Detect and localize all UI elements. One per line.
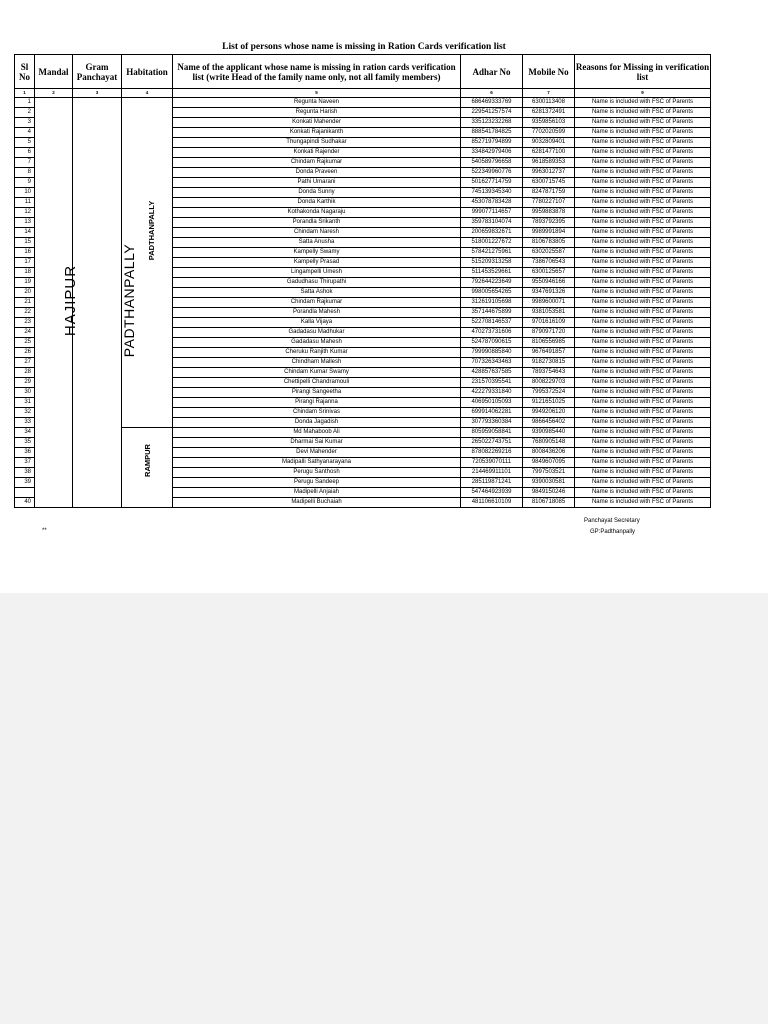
reason-cell: Name is included with FSC of Parents bbox=[575, 288, 711, 298]
adhar-no-cell: 686469333769 bbox=[461, 98, 523, 108]
mobile-no-cell: 8106718085 bbox=[523, 498, 575, 508]
applicant-name-cell: Madipelli Anjaiah bbox=[173, 488, 461, 498]
applicant-name-cell: Dharmai Sai Kumar bbox=[173, 438, 461, 448]
applicant-name-cell: Pirangi Rajanna bbox=[173, 398, 461, 408]
mobile-no-cell: 9121651025 bbox=[523, 398, 575, 408]
adhar-no-cell: 406950105093 bbox=[461, 398, 523, 408]
column-number: 9 bbox=[575, 89, 711, 98]
applicant-name-cell: Donda Sunny bbox=[173, 188, 461, 198]
mobile-no-cell: 9550946166 bbox=[523, 278, 575, 288]
sl-no-cell: 29 bbox=[15, 378, 35, 388]
mobile-no-cell: 9182730815 bbox=[523, 358, 575, 368]
sl-no-cell: 27 bbox=[15, 358, 35, 368]
reason-cell: Name is included with FSC of Parents bbox=[575, 438, 711, 448]
sl-no-cell: 12 bbox=[15, 208, 35, 218]
mobile-no-cell: 9866456402 bbox=[523, 418, 575, 428]
mobile-no-cell: 8008229703 bbox=[523, 378, 575, 388]
sl-no-cell: 30 bbox=[15, 388, 35, 398]
mobile-no-cell: 9347691326 bbox=[523, 288, 575, 298]
applicant-name-cell: Donda Jagadish bbox=[173, 418, 461, 428]
reason-cell: Name is included with FSC of Parents bbox=[575, 428, 711, 438]
table-row bbox=[15, 98, 711, 108]
adhar-no-cell: 307793360384 bbox=[461, 418, 523, 428]
header-reason: Reasons for Missing in verification list bbox=[575, 55, 711, 89]
reason-cell: Name is included with FSC of Parents bbox=[575, 328, 711, 338]
sl-no-cell: 31 bbox=[15, 398, 35, 408]
sl-no-cell: 22 bbox=[15, 308, 35, 318]
header-habitation: Habitation bbox=[122, 55, 173, 89]
adhar-no-cell: 428857637585 bbox=[461, 368, 523, 378]
header-applicant-name: Name of the applicant whose name is missing in ration cards verification list (write Head of the family name only, not all family members) bbox=[173, 55, 461, 89]
applicant-name-cell: Konkati Rajanikanth bbox=[173, 128, 461, 138]
sl-no-cell: 38 bbox=[15, 468, 35, 478]
sl-no-cell: 16 bbox=[15, 248, 35, 258]
applicant-name-cell: Madipalli Sathyanarayana bbox=[173, 458, 461, 468]
sl-no-cell: 2 bbox=[15, 108, 35, 118]
page-background bbox=[0, 593, 768, 1024]
applicant-name-cell: Regunta Naveen bbox=[173, 98, 461, 108]
adhar-no-cell: 470273731606 bbox=[461, 328, 523, 338]
mobile-no-cell: 8106556985 bbox=[523, 338, 575, 348]
sl-no-cell: 8 bbox=[15, 168, 35, 178]
applicant-name-cell: Pirangi Sangeetha bbox=[173, 388, 461, 398]
mandal-name: HAJIPUR bbox=[62, 264, 80, 337]
header-row bbox=[15, 55, 711, 89]
adhar-no-cell: 805959058841 bbox=[461, 428, 523, 438]
adhar-no-cell: 200659832671 bbox=[461, 228, 523, 238]
mobile-no-cell: 6300715745 bbox=[523, 178, 575, 188]
applicant-name-cell: Thungapindi Sudhakar bbox=[173, 138, 461, 148]
sl-no-cell: 4 bbox=[15, 128, 35, 138]
sl-no-cell: 28 bbox=[15, 368, 35, 378]
adhar-no-cell: 481106610109 bbox=[461, 498, 523, 508]
reason-cell: Name is included with FSC of Parents bbox=[575, 218, 711, 228]
sl-no-cell: 7 bbox=[15, 158, 35, 168]
reason-cell: Name is included with FSC of Parents bbox=[575, 338, 711, 348]
mobile-no-cell: 6281477100 bbox=[523, 148, 575, 158]
mobile-no-cell: 6300113408 bbox=[523, 98, 575, 108]
adhar-no-cell: 878082269216 bbox=[461, 448, 523, 458]
adhar-no-cell: 547464923939 bbox=[461, 488, 523, 498]
adhar-no-cell: 501627714759 bbox=[461, 178, 523, 188]
mobile-no-cell: 9381053581 bbox=[523, 308, 575, 318]
applicant-name-cell: Konkati Rajender bbox=[173, 148, 461, 158]
reason-cell: Name is included with FSC of Parents bbox=[575, 448, 711, 458]
document-title: List of persons whose name is missing in Ration Cards verification list bbox=[222, 42, 506, 52]
reason-cell: Name is included with FSC of Parents bbox=[575, 408, 711, 418]
reason-cell: Name is included with FSC of Parents bbox=[575, 378, 711, 388]
applicant-name-cell: Perugu Sandeep bbox=[173, 478, 461, 488]
mobile-no-cell: 7386706543 bbox=[523, 258, 575, 268]
reason-cell: Name is included with FSC of Parents bbox=[575, 198, 711, 208]
applicant-name-cell: Kampelly Swamy bbox=[173, 248, 461, 258]
adhar-no-cell: 522349960776 bbox=[461, 168, 523, 178]
reason-cell: Name is included with FSC of Parents bbox=[575, 278, 711, 288]
reason-cell: Name is included with FSC of Parents bbox=[575, 358, 711, 368]
adhar-no-cell: 852719794899 bbox=[461, 138, 523, 148]
mobile-no-cell: 7893792395 bbox=[523, 218, 575, 228]
sl-no-cell: 6 bbox=[15, 148, 35, 158]
reason-cell: Name is included with FSC of Parents bbox=[575, 488, 711, 498]
reason-cell: Name is included with FSC of Parents bbox=[575, 188, 711, 198]
reason-cell: Name is included with FSC of Parents bbox=[575, 468, 711, 478]
mobile-no-cell: 7893754643 bbox=[523, 368, 575, 378]
sl-no-cell: 17 bbox=[15, 258, 35, 268]
reason-cell: Name is included with FSC of Parents bbox=[575, 268, 711, 278]
adhar-no-cell: 707326343463 bbox=[461, 358, 523, 368]
sl-no-cell: 20 bbox=[15, 288, 35, 298]
habitation-cell bbox=[122, 428, 173, 508]
sl-no-cell: 40 bbox=[15, 498, 35, 508]
mobile-no-cell: 7995372524 bbox=[523, 388, 575, 398]
mobile-no-cell: 6300125657 bbox=[523, 268, 575, 278]
adhar-no-cell: 422279331840 bbox=[461, 388, 523, 398]
applicant-name-cell: Pathi Umarani bbox=[173, 178, 461, 188]
reason-cell: Name is included with FSC of Parents bbox=[575, 238, 711, 248]
applicant-name-cell: Chettipelli Chandramouli bbox=[173, 378, 461, 388]
sl-no-cell: 26 bbox=[15, 348, 35, 358]
mobile-no-cell: 9959883878 bbox=[523, 208, 575, 218]
applicant-name-cell: Donda Karthik bbox=[173, 198, 461, 208]
sl-no-cell: 14 bbox=[15, 228, 35, 238]
applicant-name-cell: Chindam Rajkumar bbox=[173, 158, 461, 168]
applicant-name-cell: Chindam Kumar Swamy bbox=[173, 368, 461, 378]
column-number-row bbox=[15, 89, 711, 98]
reason-cell: Name is included with FSC of Parents bbox=[575, 348, 711, 358]
reason-cell: Name is included with FSC of Parents bbox=[575, 208, 711, 218]
applicant-name-cell: Satta Anusha bbox=[173, 238, 461, 248]
adhar-no-cell: 229541257574 bbox=[461, 108, 523, 118]
mobile-no-cell: 9359856103 bbox=[523, 118, 575, 128]
reason-cell: Name is included with FSC of Parents bbox=[575, 298, 711, 308]
gram-panchayat-cell bbox=[73, 98, 138, 508]
reason-cell: Name is included with FSC of Parents bbox=[575, 108, 711, 118]
adhar-no-cell: 792644223649 bbox=[461, 278, 523, 288]
header-sl-no: Sl No bbox=[15, 55, 35, 89]
adhar-no-cell: 231570395541 bbox=[461, 378, 523, 388]
applicant-name-cell: Devi Mahender bbox=[173, 448, 461, 458]
sl-no-cell: 1 bbox=[15, 98, 35, 108]
sl-no-cell: 10 bbox=[15, 188, 35, 198]
column-number: 2 bbox=[35, 89, 73, 98]
mobile-no-cell: 9032809401 bbox=[523, 138, 575, 148]
reason-cell: Name is included with FSC of Parents bbox=[575, 228, 711, 238]
sl-no-cell: 36 bbox=[15, 448, 35, 458]
mobile-no-cell: 9989600071 bbox=[523, 298, 575, 308]
adhar-no-cell: 720539070111 bbox=[461, 458, 523, 468]
adhar-no-cell: 515209313258 bbox=[461, 258, 523, 268]
adhar-no-cell: 518001227672 bbox=[461, 238, 523, 248]
mobile-no-cell: 9849150246 bbox=[523, 488, 575, 498]
sl-no-cell: 11 bbox=[15, 198, 35, 208]
applicant-name-cell: Chindam Rajkumar bbox=[173, 298, 461, 308]
adhar-no-cell: 699914062281 bbox=[461, 408, 523, 418]
sl-no-cell: 34 bbox=[15, 428, 35, 438]
sl-no-cell: 37 bbox=[15, 458, 35, 468]
header-mandal: Mandal bbox=[35, 55, 73, 89]
footnote-marker: ** bbox=[42, 528, 47, 534]
adhar-no-cell: 998005654265 bbox=[461, 288, 523, 298]
applicant-name-cell: Gadudhasu Thirupathi bbox=[173, 278, 461, 288]
reason-cell: Name is included with FSC of Parents bbox=[575, 308, 711, 318]
reason-cell: Name is included with FSC of Parents bbox=[575, 138, 711, 148]
sl-no-cell: 21 bbox=[15, 298, 35, 308]
mobile-no-cell: 9676491857 bbox=[523, 348, 575, 358]
column-number: 6 bbox=[461, 89, 523, 98]
applicant-name-cell: Kothakonda Nagaraju bbox=[173, 208, 461, 218]
sl-no-cell: 9 bbox=[15, 178, 35, 188]
applicant-name-cell: Md Mahaboob Ali bbox=[173, 428, 461, 438]
reason-cell: Name is included with FSC of Parents bbox=[575, 168, 711, 178]
mobile-no-cell: 7997503521 bbox=[523, 468, 575, 478]
column-number: 5 bbox=[173, 89, 461, 98]
adhar-no-cell: 999077114657 bbox=[461, 208, 523, 218]
header-mobile-no: Mobile No bbox=[523, 55, 575, 89]
sl-no-cell: 23 bbox=[15, 318, 35, 328]
applicant-name-cell: Porandla Srikanth bbox=[173, 218, 461, 228]
applicant-name-cell: Gadadasu Madhukar bbox=[173, 328, 461, 338]
table-body bbox=[15, 98, 711, 508]
adhar-no-cell: 524787090615 bbox=[461, 338, 523, 348]
reason-cell: Name is included with FSC of Parents bbox=[575, 498, 711, 508]
reason-cell: Name is included with FSC of Parents bbox=[575, 118, 711, 128]
adhar-no-cell: 540589796658 bbox=[461, 158, 523, 168]
adhar-no-cell: 453078783428 bbox=[461, 198, 523, 208]
sl-no-cell: 13 bbox=[15, 218, 35, 228]
adhar-no-cell: 214469911101 bbox=[461, 468, 523, 478]
sl-no-cell: 39 bbox=[15, 478, 35, 488]
sl-no-cell: 35 bbox=[15, 438, 35, 448]
mobile-no-cell: 8106783805 bbox=[523, 238, 575, 248]
mobile-no-cell: 6302025587 bbox=[523, 248, 575, 258]
applicant-name-cell: Regunta Harish bbox=[173, 108, 461, 118]
mobile-no-cell: 6281372491 bbox=[523, 108, 575, 118]
sl-no-cell: 25 bbox=[15, 338, 35, 348]
applicant-name-cell: Chindham Mallesh bbox=[173, 358, 461, 368]
reason-cell: Name is included with FSC of Parents bbox=[575, 248, 711, 258]
mobile-no-cell: 8247871759 bbox=[523, 188, 575, 198]
missing-persons-table bbox=[14, 54, 711, 508]
sl-no-cell: 19 bbox=[15, 278, 35, 288]
mobile-no-cell: 7680905148 bbox=[523, 438, 575, 448]
mobile-no-cell: 9390030581 bbox=[523, 478, 575, 488]
sl-no-cell: 24 bbox=[15, 328, 35, 338]
adhar-no-cell: 888541784825 bbox=[461, 128, 523, 138]
header-adhar-no: Adhar No bbox=[461, 55, 523, 89]
reason-cell: Name is included with FSC of Parents bbox=[575, 478, 711, 488]
signature-gp: GP:Padthanpally bbox=[590, 529, 636, 535]
mobile-no-cell: 7702020599 bbox=[523, 128, 575, 138]
applicant-name-cell: Perugu Santhosh bbox=[173, 468, 461, 478]
reason-cell: Name is included with FSC of Parents bbox=[575, 388, 711, 398]
applicant-name-cell: Konkati Mahender bbox=[173, 118, 461, 128]
sl-no-cell bbox=[15, 488, 35, 498]
applicant-name-cell: Lingampelli Umesh bbox=[173, 268, 461, 278]
adhar-no-cell: 334842979406 bbox=[461, 148, 523, 158]
mobile-no-cell: 7780227107 bbox=[523, 198, 575, 208]
sl-no-cell: 32 bbox=[15, 408, 35, 418]
sl-no-cell: 5 bbox=[15, 138, 35, 148]
column-number: 7 bbox=[523, 89, 575, 98]
reason-cell: Name is included with FSC of Parents bbox=[575, 148, 711, 158]
applicant-name-cell: Cheruku Ranjith Kumar bbox=[173, 348, 461, 358]
signature-title: Panchayat Secretary bbox=[584, 518, 640, 524]
applicant-name-cell: Kampelly Prasad bbox=[173, 258, 461, 268]
adhar-no-cell: 511453529661 bbox=[461, 268, 523, 278]
applicant-name-cell: Donda Praveen bbox=[173, 168, 461, 178]
sl-no-cell: 3 bbox=[15, 118, 35, 128]
adhar-no-cell: 312619105698 bbox=[461, 298, 523, 308]
mobile-no-cell: 8008436206 bbox=[523, 448, 575, 458]
sl-no-cell: 18 bbox=[15, 268, 35, 278]
adhar-no-cell: 522708146537 bbox=[461, 318, 523, 328]
applicant-name-cell: Kalla Vijaya bbox=[173, 318, 461, 328]
mandal-cell bbox=[35, 98, 80, 508]
reason-cell: Name is included with FSC of Parents bbox=[575, 418, 711, 428]
reason-cell: Name is included with FSC of Parents bbox=[575, 98, 711, 108]
reason-cell: Name is included with FSC of Parents bbox=[575, 158, 711, 168]
adhar-no-cell: 359783104074 bbox=[461, 218, 523, 228]
header-gram-panchayat: Gram Panchayat bbox=[73, 55, 122, 89]
adhar-no-cell: 285119871241 bbox=[461, 478, 523, 488]
mobile-no-cell: 9849607095 bbox=[523, 458, 575, 468]
adhar-no-cell: 265022743751 bbox=[461, 438, 523, 448]
reason-cell: Name is included with FSC of Parents bbox=[575, 178, 711, 188]
column-number: 1 bbox=[15, 89, 35, 98]
applicant-name-cell: Porandla Mahesh bbox=[173, 308, 461, 318]
sl-no-cell: 15 bbox=[15, 238, 35, 248]
adhar-no-cell: 578421275961 bbox=[461, 248, 523, 258]
reason-cell: Name is included with FSC of Parents bbox=[575, 458, 711, 468]
column-number: 3 bbox=[73, 89, 122, 98]
column-number: 4 bbox=[122, 89, 173, 98]
adhar-no-cell: 799990885840 bbox=[461, 348, 523, 358]
mobile-no-cell: 9989991894 bbox=[523, 228, 575, 238]
adhar-no-cell: 745139345340 bbox=[461, 188, 523, 198]
adhar-no-cell: 335123232268 bbox=[461, 118, 523, 128]
adhar-no-cell: 357144675899 bbox=[461, 308, 523, 318]
sl-no-cell: 33 bbox=[15, 418, 35, 428]
applicant-name-cell: Satta Ashok bbox=[173, 288, 461, 298]
reason-cell: Name is included with FSC of Parents bbox=[575, 128, 711, 138]
reason-cell: Name is included with FSC of Parents bbox=[575, 368, 711, 378]
reason-cell: Name is included with FSC of Parents bbox=[575, 318, 711, 328]
mobile-no-cell: 9701616109 bbox=[523, 318, 575, 328]
applicant-name-cell: Gadadasu Mahesh bbox=[173, 338, 461, 348]
applicant-name-cell: Chindam Srinivas bbox=[173, 408, 461, 418]
mobile-no-cell: 8790971720 bbox=[523, 328, 575, 338]
reason-cell: Name is included with FSC of Parents bbox=[575, 398, 711, 408]
reason-cell: Name is included with FSC of Parents bbox=[575, 258, 711, 268]
mobile-no-cell: 9618589353 bbox=[523, 158, 575, 168]
habitation-name: RAMPUR bbox=[142, 444, 152, 477]
mobile-no-cell: 9949206120 bbox=[523, 408, 575, 418]
applicant-name-cell: Madipelli Buchaiah bbox=[173, 498, 461, 508]
mobile-no-cell: 9390985440 bbox=[523, 428, 575, 438]
mobile-no-cell: 9963012737 bbox=[523, 168, 575, 178]
applicant-name-cell: Chindam Naresh bbox=[173, 228, 461, 238]
gram-panchayat-name: PADTHANPALLY bbox=[121, 243, 138, 358]
habitation-name: PADTHANPALLY bbox=[147, 200, 157, 261]
